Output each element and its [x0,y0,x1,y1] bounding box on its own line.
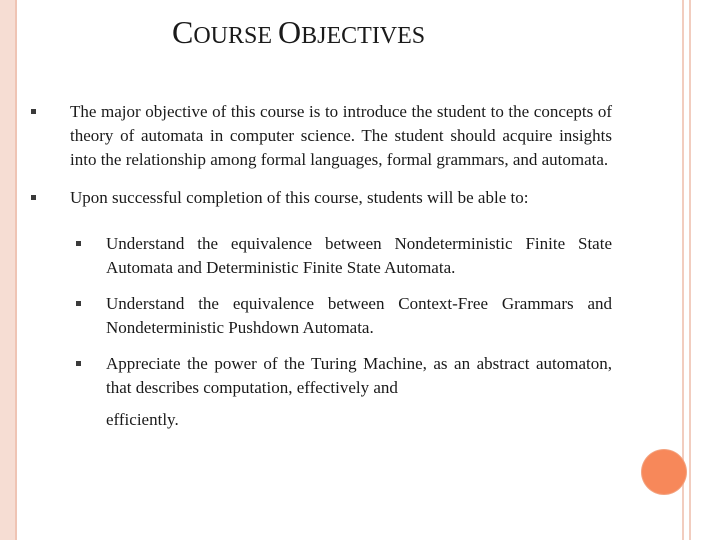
bullet-text: The major objective of this course is to introduce the student to the concepts of theory of automata in computer science. The student should acquire insights into the relationship among formal languages, formal grammars, and automata. [70,102,612,169]
sub-bullet-square-icon [76,301,81,306]
sub-bullet-text: Understand the equivalence between Nondeterministic Finite State Automata and Deterministic Finite State Automata. [106,234,612,277]
bullet-square-icon [31,109,36,114]
title-cap-1: C [172,14,194,50]
slide-title [172,12,532,56]
sub-bullet-square-icon [76,361,81,366]
slide-content [28,100,612,444]
title-rest-2: BJECTIVES [301,23,426,49]
sub-bullet-square-icon [76,241,81,246]
sub-bullet-item [106,232,612,280]
bullet-square-icon [31,195,36,200]
left-border-decoration [0,0,15,540]
bullet-item [28,100,612,172]
sub-bullet-text: Appreciate the power of the Turing Machine, as an abstract automaton, that describes computation, effectively and [106,354,612,397]
sub-bullet-text-tail: efficiently. [106,410,179,429]
orange-circle-decoration [642,450,686,494]
title-cap-2: O [278,14,302,50]
sub-bullet-item [106,292,612,340]
bullet-item [28,186,612,210]
sub-bullet-text: Understand the equivalence between Context-Free Grammars and Nondeterministic Pushdown Automata. [106,294,612,337]
bullet-text: Upon successful completion of this course, students will be able to: [70,188,529,207]
right-border-line-inner [689,0,691,540]
title-rest-1: OURSE [193,23,279,49]
sub-bullet-item [106,352,612,432]
left-border-line [15,0,17,540]
